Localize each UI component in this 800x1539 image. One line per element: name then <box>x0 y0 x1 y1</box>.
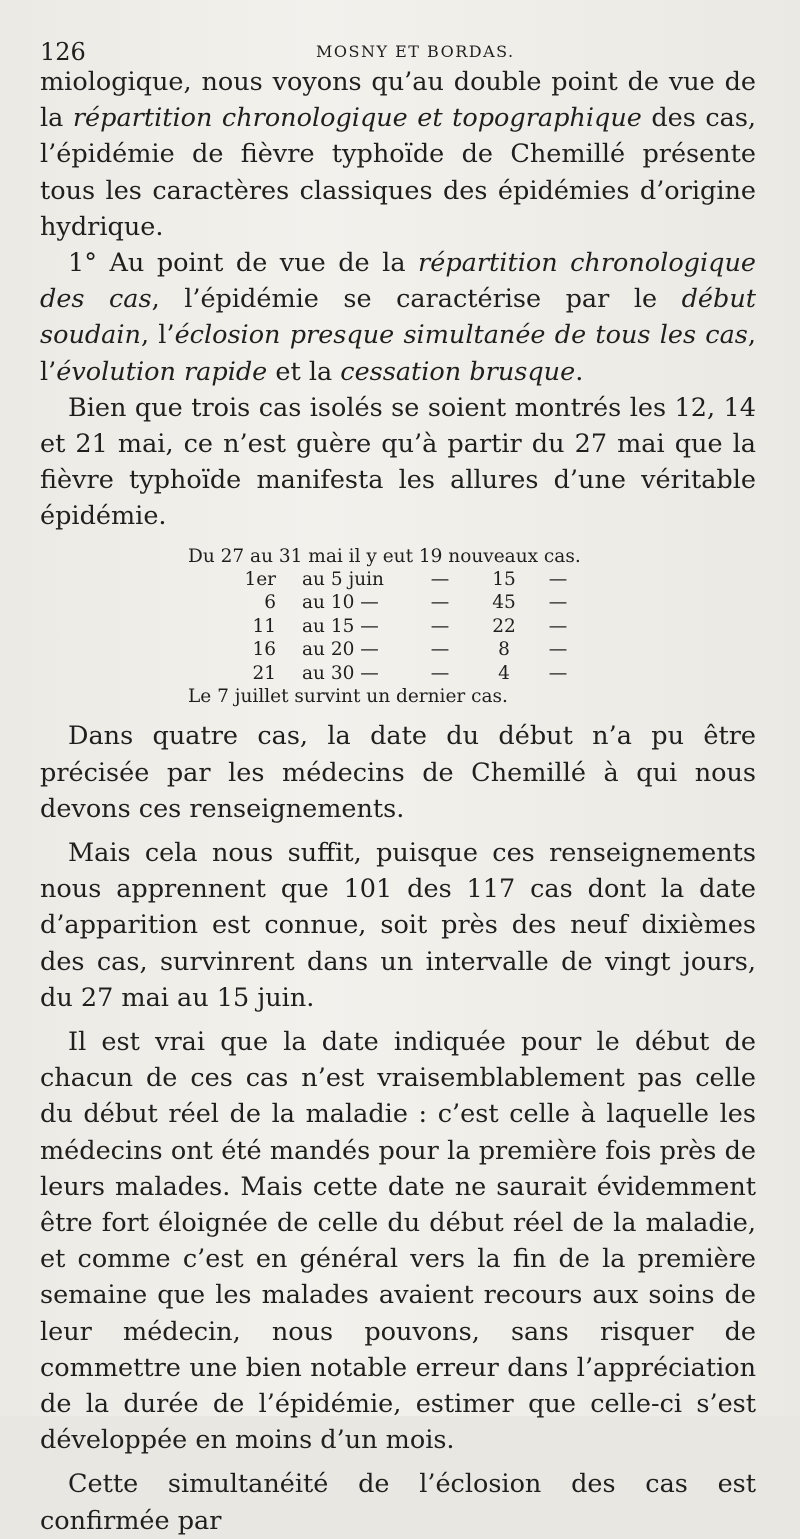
paragraph-onset: Bien que trois cas isolés se soient montrés les 12, 14 et 21 mai, ce n’est guère qu’à partir du 27 mai que la fièvre typhoïde manifesta les allures d’une véritable épidémie. <box>40 392 756 532</box>
table-first-line: Du 27 au 31 mai il y eut 19 nouveaux cas. <box>188 545 581 567</box>
ditto-dash: — <box>360 662 379 684</box>
au-word: au <box>302 592 325 614</box>
range-end-value: 15 <box>330 615 355 637</box>
paragraph-chronology <box>40 245 756 390</box>
paragraph-simultaneity: Cette simultanéité de l’éclosion des cas est confirmée par <box>40 1469 756 1536</box>
table-row <box>40 638 756 661</box>
page-header <box>40 30 756 64</box>
case-count: 4 <box>498 662 510 684</box>
range-start: 16 <box>252 639 276 661</box>
table-row <box>40 591 756 614</box>
ditto-dash: — <box>430 569 450 591</box>
range-end <box>302 662 379 685</box>
table-row <box>40 545 756 568</box>
range-end <box>302 638 379 661</box>
ditto-dash: — <box>548 662 568 684</box>
range-end <box>302 568 384 591</box>
ditto-dash: — <box>360 592 379 614</box>
ditto-dash: — <box>548 615 568 637</box>
range-end <box>302 591 379 614</box>
table-row <box>40 568 756 591</box>
text-run: , l’épidémie se caractérise par le <box>151 284 682 315</box>
range-start: 6 <box>264 592 276 614</box>
case-count: 45 <box>492 592 516 614</box>
text-run: et la <box>267 356 341 387</box>
case-count: 22 <box>492 615 516 637</box>
text-run: . <box>575 356 584 387</box>
ditto-dash: — <box>548 639 568 661</box>
au-word: au <box>302 639 325 661</box>
text-run: , l’ <box>140 320 175 351</box>
paragraph-interval: Mais cela nous suffit, puisque ces renseignements nous apprennent que 101 des 117 cas dont la date d’apparition est connue, soit près des neuf dixièmes des cas, survinrent dans un intervalle de vingt jours, du 27 mai au 15 juin. <box>40 837 756 1013</box>
range-end <box>302 615 379 638</box>
case-count: 8 <box>498 639 510 661</box>
running-head: MOSNY ET BORDAS. <box>316 42 515 61</box>
ditto-dash: — <box>360 639 379 661</box>
au-word: au <box>302 662 325 684</box>
ditto-dash: — <box>360 615 379 637</box>
au-word: au <box>302 615 325 637</box>
ditto-dash: — <box>548 592 568 614</box>
paragraph-intro <box>40 64 756 245</box>
ditto-dash: — <box>430 592 450 614</box>
range-start: 1er <box>244 569 276 591</box>
range-start: 21 <box>252 662 276 684</box>
text-run: , l’ <box>40 320 756 387</box>
ditto-dash: — <box>430 615 450 637</box>
range-end-value: 30 <box>330 662 355 684</box>
case-count: 15 <box>492 569 516 591</box>
table-row <box>40 662 756 685</box>
italic-run: répartition chronologique et topographique <box>72 103 642 134</box>
italic-run: évolution rapide <box>56 356 268 387</box>
italic-run: répartition chronologique des cas <box>40 248 756 315</box>
italic-run: éclosion presque simultanée de tous les cas <box>174 320 748 351</box>
text-run: des cas, l’épidémie de fièvre typhoïde de Chemillé présente tous les caractères classiques des épidémies d’origine hydrique. <box>40 103 757 242</box>
paragraph-undated-cases: Dans quatre cas, la date du début n’a pu être précisée par les médecins de Chemillé à qui nous devons ces renseignements. <box>40 721 756 824</box>
page-number: 126 <box>40 38 86 66</box>
range-end-value: 5 juin <box>330 569 384 591</box>
ditto-dash: — <box>430 639 450 661</box>
paragraph-date-caveat: Il est vrai que la date indiquée pour le début de chacun de ces cas n’est vraisemblablement pas celle du début réel de la maladie : c’est celle à laquelle les médecins ont été mandés pour la première fois près de leurs malades. Mais cette date ne saurait évidemment être fort éloignée de celle du début réel de la maladie, et comme c’est en général vers la fin de la première semaine que les malades avaient recours aux soins de leur médecin, nous pouvons, sans risquer de commettre une bien notable erreur dans l’appréciation de la durée de l’épidémie, estimer que celle-ci s’est développée en moins d’un mois. <box>40 1027 756 1456</box>
text-run: miologique, nous voyons qu’au double point de vue de la <box>40 67 756 134</box>
table-row <box>40 615 756 638</box>
case-count-table <box>40 545 756 709</box>
italic-run: début soudain <box>40 284 756 351</box>
range-end-value: 10 <box>330 592 355 614</box>
ditto-dash: — <box>548 569 568 591</box>
italic-run: cessation brusque <box>340 356 576 387</box>
ditto-dash: — <box>430 662 450 684</box>
text-run: 1° Au point de vue de la <box>68 248 419 279</box>
range-end-value: 20 <box>330 639 355 661</box>
range-start: 11 <box>252 615 276 637</box>
table-row <box>40 685 756 708</box>
au-word: au <box>302 569 325 591</box>
table-last-line: Le 7 juillet survint un dernier cas. <box>188 685 508 707</box>
